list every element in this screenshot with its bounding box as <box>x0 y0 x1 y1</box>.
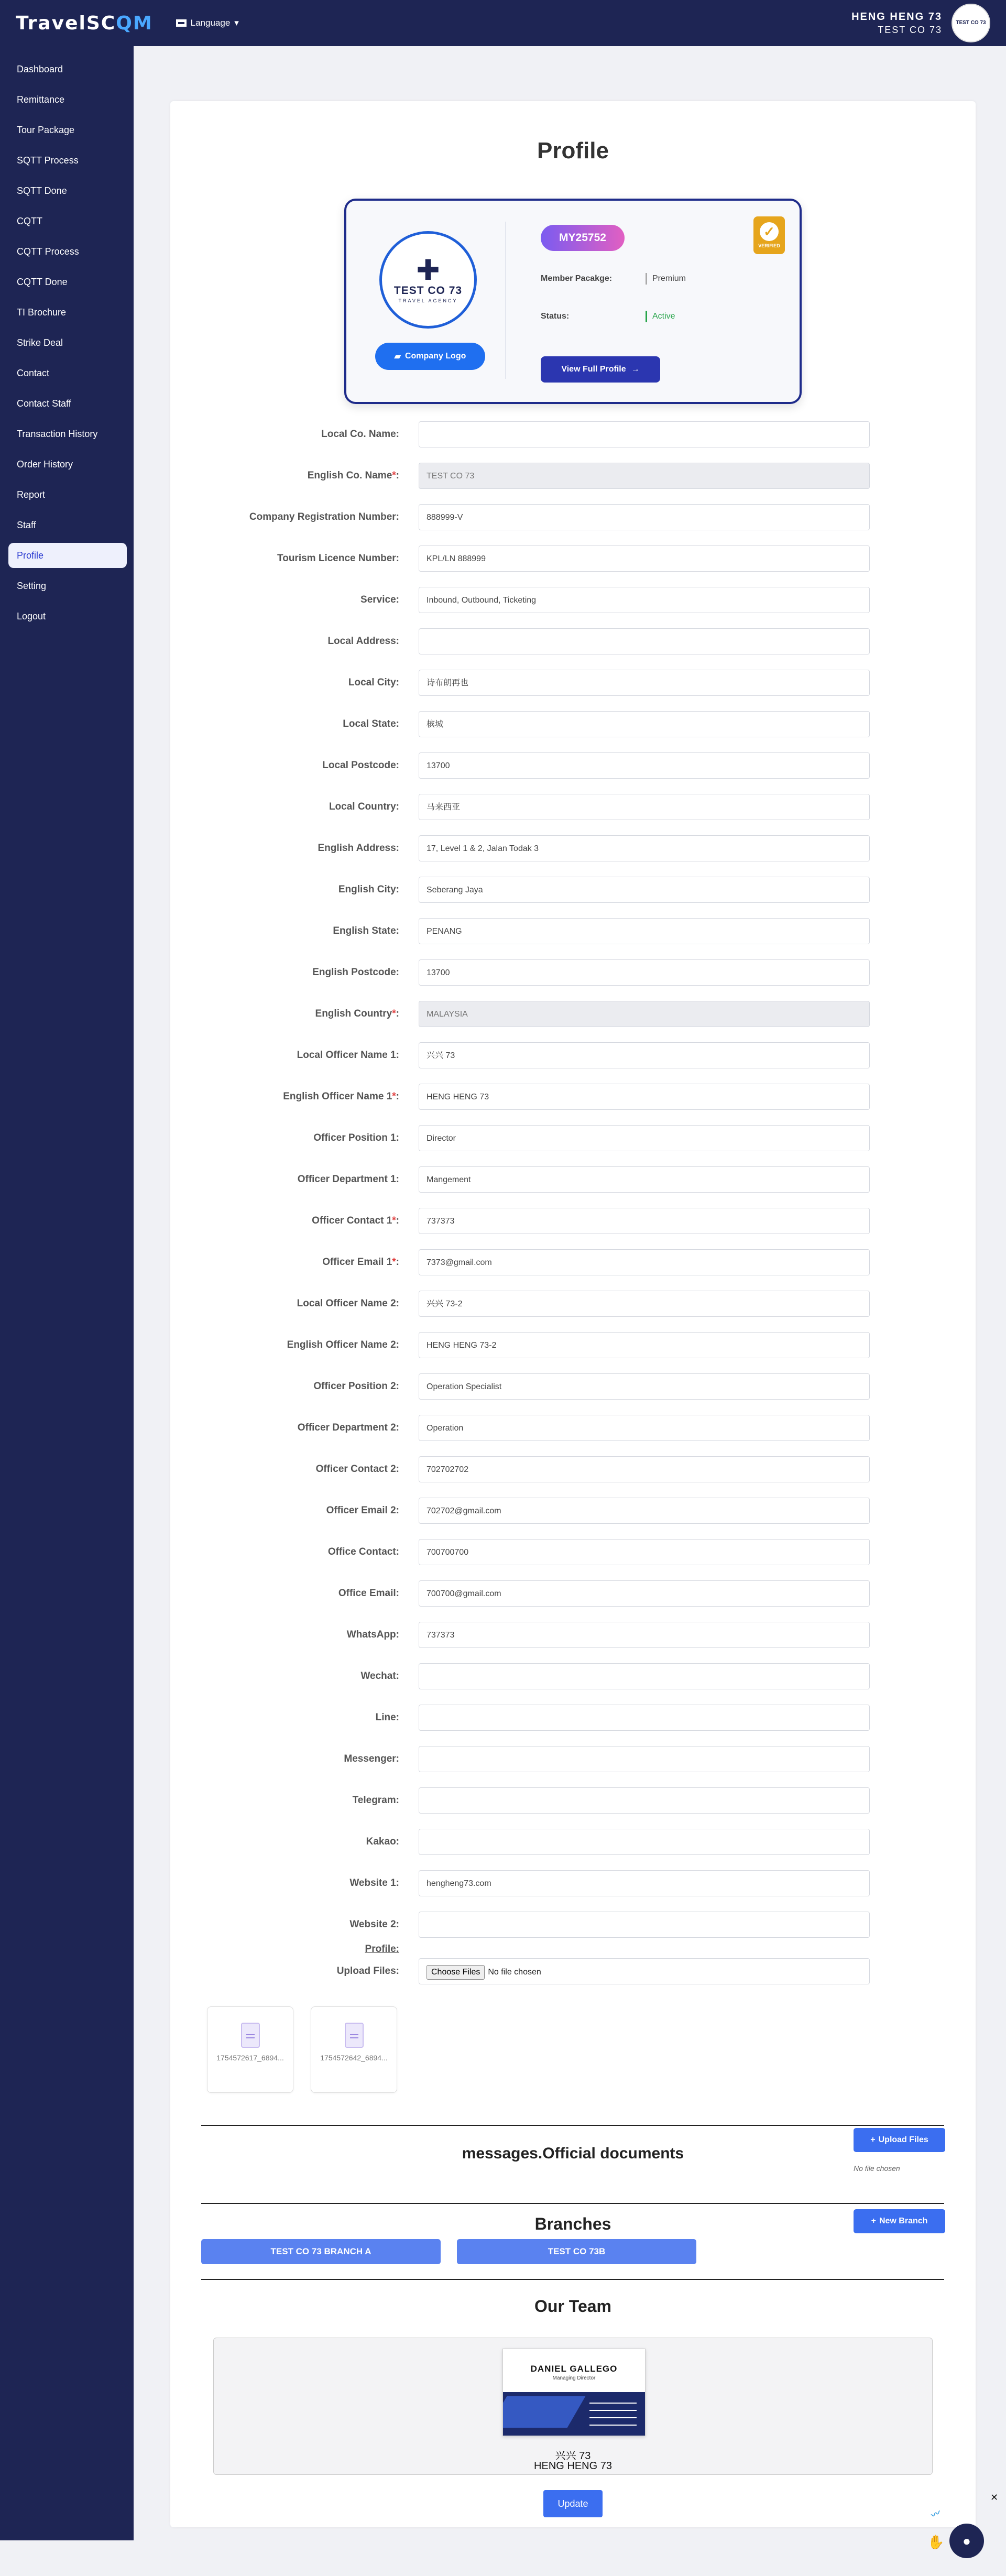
brand-logo[interactable] <box>16 13 153 34</box>
field-input[interactable]: 诗布朗再也 <box>419 670 870 696</box>
wave-icon: 〰 <box>928 2508 942 2522</box>
field-input[interactable] <box>419 1912 870 1938</box>
form-row <box>170 670 976 701</box>
field-label <box>179 670 399 696</box>
field-label-text: Officer Contact 1 <box>312 1215 392 1226</box>
field-input[interactable] <box>419 1705 870 1731</box>
field-label-text: WhatsApp: <box>346 1629 399 1640</box>
field-label-text: English Officer Name 2: <box>287 1339 399 1350</box>
field-label-text: Kakao: <box>366 1836 399 1847</box>
field-input[interactable]: 17, Level 1 & 2, Jalan Todak 3 <box>419 835 870 861</box>
chat-icon: ● <box>963 2533 971 2549</box>
cross-icon: ✚ <box>416 255 440 286</box>
field-label <box>179 1746 399 1772</box>
member-id-badge: MY25752 <box>541 225 625 251</box>
company-logo-button[interactable] <box>375 343 485 370</box>
field-label-text: Local Address: <box>327 636 399 647</box>
form-row <box>170 1580 976 1612</box>
form-row <box>170 918 976 949</box>
field-label-text: Local Co. Name: <box>321 429 399 440</box>
field-label-text: Local Country: <box>329 801 399 812</box>
required-marker: * <box>392 1091 396 1102</box>
field-label <box>179 1705 399 1731</box>
field-input[interactable]: 13700 <box>419 959 870 986</box>
file-name: 1754572617_6894... <box>216 2054 284 2062</box>
field-label <box>179 711 399 737</box>
field-label <box>179 1787 399 1814</box>
field-label-text: Local Officer Name 1: <box>297 1050 399 1061</box>
status-row <box>541 312 675 321</box>
field-input[interactable]: hengheng73.com <box>419 1870 870 1896</box>
close-icon[interactable]: ✕ <box>990 2492 999 2503</box>
company-logo <box>379 231 477 329</box>
field-input: MALAYSIA <box>419 1001 870 1027</box>
field-label-text: Telegram: <box>352 1795 399 1806</box>
form-row <box>170 794 976 825</box>
check-icon: ✓ <box>760 222 779 241</box>
field-label <box>179 1291 399 1317</box>
field-label-text: Local City: <box>348 677 399 688</box>
field-input[interactable]: Director <box>419 1125 870 1151</box>
upload-files-button[interactable] <box>854 2128 945 2152</box>
field-label-text: Officer Department 2: <box>297 1422 399 1433</box>
form-row <box>170 628 976 660</box>
field-label <box>179 1166 399 1193</box>
sidebar-item-profile[interactable]: Profile <box>8 543 127 568</box>
profile-files-link[interactable]: Profile: <box>365 1944 399 1955</box>
file-icon <box>241 2023 260 2048</box>
field-label-text: Website 2: <box>349 1919 399 1930</box>
field-input[interactable]: 702702@gmail.com <box>419 1498 870 1524</box>
field-input[interactable]: 兴兴 73 <box>419 1042 870 1068</box>
form-row <box>170 959 976 991</box>
brand-text-accent: QM <box>116 12 153 34</box>
field-label-text: English Postcode: <box>312 967 399 978</box>
member-package-row <box>541 274 686 283</box>
field-label-text: Officer Contact 2: <box>315 1464 399 1475</box>
update-button[interactable]: Update <box>543 2490 603 2517</box>
business-card-name: DANIEL GALLEGO <box>530 2364 618 2374</box>
logo-company-name: TEST CO 73 <box>393 285 463 297</box>
status-badge: Active <box>646 311 675 322</box>
sidebar-item-cqtt-done[interactable]: CQTT Done <box>17 277 68 287</box>
label-colon: : <box>396 470 399 481</box>
chat-button[interactable] <box>949 2524 984 2558</box>
form-row <box>170 835 976 867</box>
file-card[interactable] <box>207 2006 293 2093</box>
field-label <box>179 1084 399 1110</box>
form-row <box>170 1042 976 1074</box>
form-row <box>170 1001 976 1032</box>
form-row <box>170 463 976 494</box>
field-input[interactable] <box>419 1787 870 1814</box>
form-row <box>170 1373 976 1405</box>
field-label <box>179 1498 399 1524</box>
upload-files-input[interactable] <box>419 1958 870 1984</box>
branch-button[interactable]: TEST CO 73 BRANCH A <box>201 2239 441 2264</box>
form-row <box>170 752 976 784</box>
company-logo-button-label: Company Logo <box>404 352 466 361</box>
form-row <box>170 711 976 743</box>
field-label-text: English State: <box>333 925 399 936</box>
field-label-text: English Co. Name <box>307 470 392 481</box>
choose-files-button[interactable]: Choose Files <box>427 1965 485 1980</box>
form-row <box>170 1291 976 1322</box>
sidebar-item-cqtt-process[interactable]: CQTT Process <box>17 246 79 257</box>
field-label-text: Messenger: <box>344 1753 399 1764</box>
field-input[interactable] <box>419 1829 870 1855</box>
field-input[interactable]: HENG HENG 73 <box>419 1084 870 1110</box>
section-divider <box>201 2125 944 2126</box>
field-input[interactable] <box>419 628 870 654</box>
field-label <box>179 628 399 654</box>
field-label <box>179 1332 399 1358</box>
form-row <box>170 1208 976 1239</box>
file-name: 1754572642_6894... <box>320 2054 388 2062</box>
required-marker: * <box>392 1008 396 1019</box>
new-branch-button-label: New Branch <box>879 2217 928 2225</box>
field-input[interactable]: PENANG <box>419 918 870 944</box>
form-row <box>170 1746 976 1777</box>
section-divider <box>201 2203 944 2204</box>
field-input[interactable]: Operation <box>419 1415 870 1441</box>
field-input[interactable]: 700700@gmail.com <box>419 1580 870 1607</box>
field-label <box>179 1373 399 1400</box>
field-label-text: Officer Position 2: <box>313 1381 399 1392</box>
field-label <box>179 1125 399 1151</box>
field-label <box>179 1580 399 1607</box>
form-row <box>170 504 976 536</box>
business-card-line <box>589 2410 637 2411</box>
field-label <box>179 1042 399 1068</box>
upload-files-row <box>170 1958 976 1990</box>
field-input[interactable]: Inbound, Outbound, Ticketing <box>419 587 870 613</box>
page-title: Profile <box>537 138 609 163</box>
plus-icon: + <box>870 2135 876 2144</box>
label-colon: : <box>396 1091 399 1102</box>
sidebar-item-contact-staff[interactable]: Contact Staff <box>17 398 71 409</box>
form-row <box>170 877 976 908</box>
folder-icon: ▰ <box>394 352 401 361</box>
field-label <box>179 1456 399 1482</box>
avatar[interactable] <box>952 4 990 42</box>
business-card-line <box>589 2403 637 2404</box>
field-label <box>179 504 399 530</box>
hand-wave-icon: ✋ <box>927 2534 945 2550</box>
field-input[interactable]: 700700700 <box>419 1539 870 1565</box>
field-label-text: Local Postcode: <box>322 760 399 771</box>
verified-text: VERIFIED <box>758 243 780 248</box>
field-input[interactable]: 13700 <box>419 752 870 779</box>
sidebar-item-staff[interactable]: Staff <box>17 520 36 530</box>
form-row <box>170 1125 976 1156</box>
field-input: TEST CO 73 <box>419 463 870 489</box>
field-input[interactable]: 兴兴 73-2 <box>419 1291 870 1317</box>
field-label-text: Wechat: <box>360 1671 399 1682</box>
branches-title: Branches <box>534 2214 611 2233</box>
brand-text: TravelSC <box>16 12 116 34</box>
language-icon <box>176 19 187 27</box>
field-label-text: English Country <box>315 1008 392 1019</box>
field-label <box>179 1001 399 1027</box>
sidebar-item-ti-brochure[interactable]: TI Brochure <box>17 307 67 318</box>
team-member-local-name: 兴兴 73 <box>555 2450 591 2462</box>
new-branch-button[interactable] <box>854 2209 945 2233</box>
form-row <box>170 1415 976 1446</box>
required-marker: * <box>392 470 396 481</box>
view-full-profile-button[interactable] <box>541 356 660 383</box>
sidebar-item-order-history[interactable]: Order History <box>17 459 73 470</box>
field-label <box>179 1539 399 1565</box>
field-label <box>179 587 399 613</box>
label-colon: : <box>396 1257 399 1268</box>
field-input[interactable]: Operation Specialist <box>419 1373 870 1400</box>
field-input[interactable]: KPL/LN 888999 <box>419 545 870 572</box>
field-input[interactable] <box>419 1746 870 1772</box>
field-input[interactable]: HENG HENG 73-2 <box>419 1332 870 1358</box>
field-label-text: Tourism Licence Number: <box>277 553 399 564</box>
field-label-text: Service: <box>360 594 399 605</box>
form-row <box>170 1787 976 1819</box>
field-label <box>179 1415 399 1441</box>
field-label-text: Line: <box>375 1712 399 1723</box>
form-row <box>170 1622 976 1653</box>
label-colon: : <box>396 1008 399 1019</box>
field-input[interactable]: 马来西亚 <box>419 794 870 820</box>
field-label-text: English Officer Name 1 <box>283 1091 392 1102</box>
form-row <box>170 421 976 453</box>
field-label <box>179 794 399 820</box>
sidebar <box>0 46 134 2540</box>
field-input[interactable]: 737373 <box>419 1622 870 1648</box>
language-label: Language <box>190 18 231 28</box>
profile-card <box>344 199 802 404</box>
member-package-label: Member Pacakge: <box>541 274 613 283</box>
field-label-text: Website 1: <box>349 1878 399 1889</box>
upload-files-button-label: Upload Files <box>878 2135 928 2144</box>
top-bar <box>0 0 1006 46</box>
field-label <box>179 1912 399 1938</box>
logo-subtitle: TRAVEL AGENCY <box>398 298 458 303</box>
field-label-text: Officer Department 1: <box>297 1174 399 1185</box>
form-row <box>170 1332 976 1363</box>
file-card[interactable] <box>311 2006 397 2093</box>
user-name: HENG HENG 73 <box>851 10 942 23</box>
view-full-profile-label: View Full Profile <box>561 365 626 374</box>
sidebar-item-tour-package[interactable]: Tour Package <box>17 125 75 135</box>
field-input[interactable]: Seberang Jaya <box>419 877 870 903</box>
field-label <box>179 959 399 986</box>
field-label-text: Company Registration Number: <box>249 511 399 522</box>
field-label <box>179 1870 399 1896</box>
required-marker: * <box>392 1257 396 1268</box>
field-label <box>179 421 399 447</box>
card-divider <box>505 222 506 379</box>
arrow-right-icon: → <box>631 365 640 374</box>
field-input[interactable]: 槟城 <box>419 711 870 737</box>
sidebar-item-setting[interactable]: Setting <box>17 581 47 591</box>
form-row <box>170 1663 976 1695</box>
form-row <box>170 1456 976 1488</box>
form-row <box>170 1084 976 1115</box>
avatar-text: TEST CO 73 <box>956 20 986 26</box>
field-label <box>179 835 399 861</box>
sidebar-item-cqtt[interactable]: CQTT <box>17 216 42 226</box>
field-label <box>179 545 399 572</box>
sidebar-item-sqtt-process[interactable]: SQTT Process <box>17 155 79 166</box>
sidebar-item-logout[interactable]: Logout <box>17 611 46 621</box>
form-row <box>170 545 976 577</box>
profile-panel <box>170 101 976 2527</box>
field-label <box>179 1622 399 1648</box>
member-package-value: Premium <box>646 273 686 285</box>
field-input[interactable] <box>419 421 870 447</box>
field-label <box>179 752 399 779</box>
sidebar-item-contact[interactable]: Contact <box>17 368 50 378</box>
field-input[interactable]: Mangement <box>419 1166 870 1193</box>
field-input[interactable]: 737373 <box>419 1208 870 1234</box>
field-label-text: Officer Email 2: <box>326 1505 399 1516</box>
field-label-text: Office Contact: <box>327 1546 399 1557</box>
user-company: TEST CO 73 <box>878 24 942 35</box>
sidebar-item-strike-deal[interactable]: Strike Deal <box>17 337 63 348</box>
sidebar-item-remittance[interactable]: Remittance <box>17 94 65 105</box>
field-label <box>179 1829 399 1855</box>
sidebar-item-sqtt-done[interactable]: SQTT Done <box>17 185 67 196</box>
form-row <box>170 1166 976 1198</box>
field-input[interactable]: 888999-V <box>419 504 870 530</box>
field-label-text: English City: <box>338 884 399 895</box>
field-label-text: Officer Email 1 <box>322 1257 392 1268</box>
form-row <box>170 1705 976 1736</box>
section-divider <box>201 2279 944 2280</box>
plus-icon: + <box>871 2217 876 2225</box>
chevron-down-icon: ▾ <box>234 18 239 28</box>
field-label <box>179 1663 399 1689</box>
sidebar-item-transaction-history[interactable]: Transaction History <box>17 429 98 439</box>
branch-button[interactable]: TEST CO 73B <box>457 2239 696 2264</box>
field-label <box>179 877 399 903</box>
field-input[interactable]: 7373@gmail.com <box>419 1249 870 1275</box>
business-card-line <box>589 2417 637 2418</box>
official-documents-title: messages.Official documents <box>462 2145 684 2162</box>
field-label-text: Local Officer Name 2: <box>297 1298 399 1309</box>
field-label-text: Local State: <box>343 718 399 729</box>
verified-badge <box>753 216 785 254</box>
field-label-text: English Address: <box>318 843 399 854</box>
label-colon: : <box>396 1215 399 1226</box>
team-member-name: HENG HENG 73 <box>534 2460 612 2472</box>
business-card-title: Managing Director <box>552 2375 596 2381</box>
language-selector[interactable] <box>176 18 239 28</box>
field-label <box>179 1208 399 1234</box>
form-row <box>170 1498 976 1529</box>
form-row <box>170 1539 976 1570</box>
no-file-text: No file chosen <box>488 1968 541 1977</box>
sidebar-item-dashboard[interactable]: Dashboard <box>17 64 63 74</box>
required-marker: * <box>392 1215 396 1226</box>
business-card-image[interactable] <box>502 2349 646 2436</box>
field-label <box>179 1249 399 1275</box>
business-card-line <box>589 2425 637 2426</box>
form-row <box>170 587 976 618</box>
form-row <box>170 1829 976 1860</box>
form-row <box>170 1912 976 1943</box>
upload-files-label: Upload Files: <box>336 1966 399 1977</box>
status-label: Status: <box>541 312 570 321</box>
field-input[interactable]: 702702702 <box>419 1456 870 1482</box>
our-team-title: Our Team <box>534 2297 611 2316</box>
form-row <box>170 1249 976 1281</box>
field-label-text: Office Email: <box>338 1588 399 1599</box>
sidebar-item-report[interactable]: Report <box>17 489 46 500</box>
file-icon <box>345 2023 364 2048</box>
user-info[interactable] <box>851 11 942 36</box>
field-label <box>179 463 399 489</box>
field-input[interactable] <box>419 1663 870 1689</box>
documents-no-file-text: No file chosen <box>854 2164 900 2173</box>
field-label <box>179 918 399 944</box>
form-row <box>170 1870 976 1902</box>
field-label-text: Officer Position 1: <box>313 1132 399 1143</box>
